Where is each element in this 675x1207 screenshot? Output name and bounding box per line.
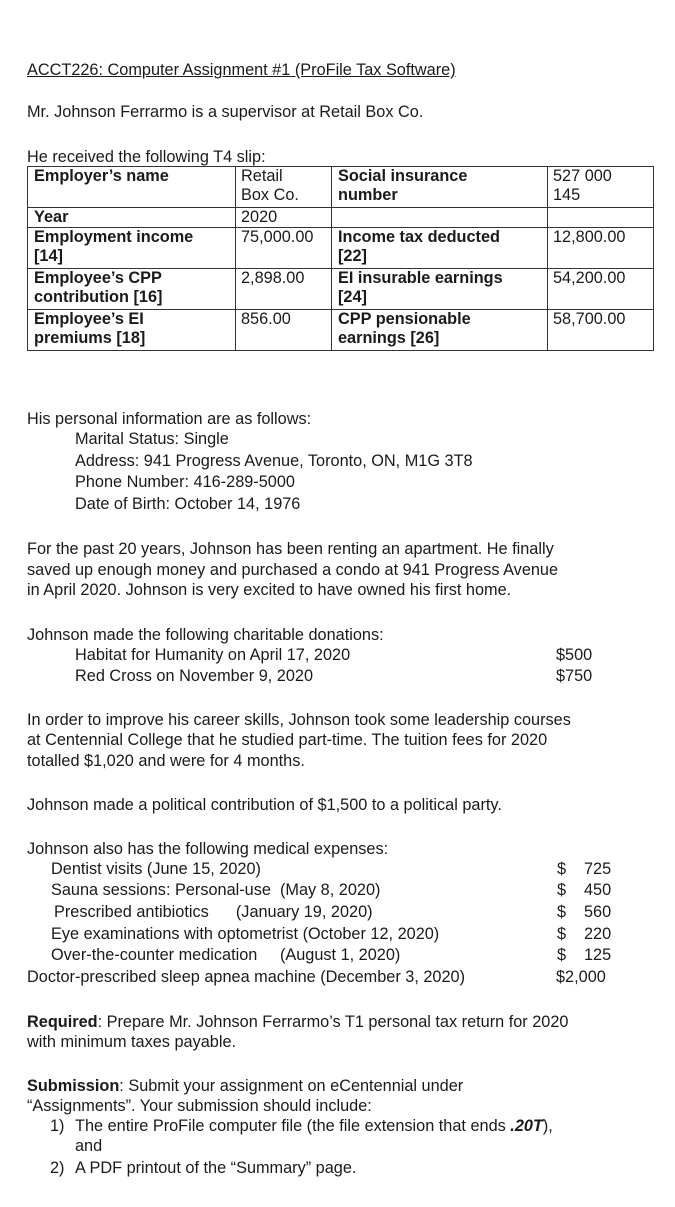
submission-item-cont: and: [75, 1137, 103, 1155]
t4-row: [28, 208, 654, 228]
t4-label-cell: [332, 228, 548, 269]
medical-intro: Johnson also has the following medical expenses:: [27, 840, 389, 858]
medical-desc: Prescribed antibiotics (January 19, 2020): [54, 903, 373, 921]
t4-label-line: Employment income: [34, 228, 194, 246]
political-text: Johnson made a political contribution of $1,500 to a political party.: [27, 796, 502, 814]
t4-label-line: CPP pensionable: [338, 310, 471, 328]
donation-amount: $750: [556, 667, 593, 685]
t4-value-line: 58,700.00: [553, 310, 626, 328]
t4-value-line: Retail: [241, 167, 283, 185]
t4-value-line: 54,200.00: [553, 269, 626, 287]
t4-label-line: Income tax deducted: [338, 228, 500, 246]
personal-address: Address: 941 Progress Avenue, Toronto, ON, M1G 3T8: [75, 452, 473, 470]
medical-desc: Dentist visits (June 15, 2020): [51, 860, 261, 878]
medical-currency: $: [557, 860, 567, 878]
t4-label-line: number: [338, 186, 398, 204]
t4-row: [28, 310, 654, 351]
t4-value-cell: [236, 208, 332, 228]
t4-label-cell: [332, 310, 548, 351]
t4-value-line: 856.00: [241, 310, 291, 328]
medical-currency: $: [557, 925, 567, 943]
intro-text: Mr. Johnson Ferrarmo is a supervisor at Retail Box Co.: [27, 103, 424, 121]
submission-item: [75, 1117, 553, 1136]
t4-label-line: earnings [26]: [338, 329, 440, 347]
t4-value-cell: [236, 269, 332, 310]
t4-label-line: [24]: [338, 288, 367, 306]
t4-label-line: Social insurance: [338, 167, 468, 185]
t4-label-line: premiums [18]: [34, 329, 146, 347]
t4-label-cell: [28, 228, 236, 269]
t4-slip-table: [27, 166, 654, 351]
medical-desc: Doctor-prescribed sleep apnea machine (December 3, 2020): [27, 968, 466, 986]
medical-desc: Over-the-counter medication (August 1, 2020): [51, 946, 401, 964]
file-extension: .20T: [510, 1117, 543, 1135]
medical-currency: $: [557, 946, 567, 964]
medical-desc: Sauna sessions: Personal-use (May 8, 2020): [51, 881, 381, 899]
t4-value-cell: [548, 269, 654, 310]
t4-label-line: [14]: [34, 247, 63, 265]
t4-value-line: 75,000.00: [241, 228, 314, 246]
submission-line: [27, 1077, 463, 1096]
submission-text: : Submit your assignment on eCentennial under: [119, 1077, 464, 1095]
submission-item-number: 1): [50, 1117, 65, 1135]
personal-marital: Marital Status: Single: [75, 430, 229, 448]
medical-amount: 125: [584, 946, 612, 964]
t4-label-cell: [28, 310, 236, 351]
t4-value-cell: [548, 228, 654, 269]
donation-desc: Red Cross on November 9, 2020: [75, 667, 314, 685]
submission-label: Submission: [27, 1077, 120, 1095]
condo-line: in April 2020. Johnson is very excited to have owned his first home.: [27, 581, 512, 599]
personal-dob: Date of Birth: October 14, 1976: [75, 495, 301, 513]
t4-value-line: 145: [553, 186, 581, 204]
t4-label-cell: [332, 208, 548, 228]
t4-value-cell: [236, 167, 332, 208]
medical-currency: $: [557, 903, 567, 921]
condo-line: saved up enough money and purchased a condo at 941 Progress Avenue: [27, 561, 559, 579]
donation-amount: $500: [556, 646, 593, 664]
medical-amount: $2,000: [556, 968, 606, 986]
t4-value-line: 2,898.00: [241, 269, 305, 287]
t4-label-line: contribution [16]: [34, 288, 163, 306]
t4-intro: He received the following T4 slip:: [27, 148, 266, 166]
required-text: : Prepare Mr. Johnson Ferrarmo’s T1 personal tax return for 2020: [97, 1013, 569, 1031]
t4-value-line: Box Co.: [241, 186, 299, 204]
t4-label-cell: [28, 269, 236, 310]
tuition-line: totalled $1,020 and were for 4 months.: [27, 752, 305, 770]
t4-label-cell: [332, 167, 548, 208]
required-line: [27, 1013, 568, 1032]
condo-line: For the past 20 years, Johnson has been renting an apartment. He finally: [27, 540, 554, 558]
medical-desc: Eye examinations with optometrist (October 12, 2020): [51, 925, 440, 943]
t4-value-cell: [548, 310, 654, 351]
medical-amount: 220: [584, 925, 612, 943]
t4-label-line: [22]: [338, 247, 367, 265]
t4-label-line: Employer’s name: [34, 167, 169, 185]
t4-label-cell: [28, 167, 236, 208]
submission-item-text: The entire ProFile computer file (the file extension that ends: [75, 1117, 511, 1135]
medical-amount: 725: [584, 860, 612, 878]
t4-row: [28, 167, 654, 208]
t4-label-line: EI insurable earnings: [338, 269, 503, 287]
tuition-line: at Centennial College that he studied part-time. The tuition fees for 2020: [27, 731, 548, 749]
t4-label-line: Year: [34, 208, 69, 226]
page-title: ACCT226: Computer Assignment #1 (ProFile Tax Software): [27, 61, 456, 79]
t4-value-cell: [236, 228, 332, 269]
personal-intro: His personal information are as follows:: [27, 410, 312, 428]
submission-item-number: 2): [50, 1159, 65, 1177]
tuition-line: In order to improve his career skills, Johnson took some leadership courses: [27, 711, 571, 729]
personal-phone: Phone Number: 416-289-5000: [75, 473, 295, 491]
t4-label-cell: [332, 269, 548, 310]
t4-value-cell: [236, 310, 332, 351]
submission-line-2: “Assignments”. Your submission should include:: [27, 1097, 372, 1115]
medical-amount: 450: [584, 881, 612, 899]
t4-value-line: 527 000: [553, 167, 612, 185]
t4-value-line: 12,800.00: [553, 228, 626, 246]
submission-item-text: A PDF printout of the “Summary” page.: [75, 1159, 357, 1177]
donations-intro: Johnson made the following charitable donations:: [27, 626, 384, 644]
required-label: Required: [27, 1013, 98, 1031]
t4-label-cell: [28, 208, 236, 228]
t4-value-cell: [548, 208, 654, 228]
t4-row: [28, 228, 654, 269]
medical-amount: 560: [584, 903, 612, 921]
t4-value-line: 2020: [241, 208, 278, 226]
t4-value-cell: [548, 167, 654, 208]
required-line-2: with minimum taxes payable.: [27, 1033, 237, 1051]
t4-label-line: Employee’s CPP: [34, 269, 162, 287]
donation-desc: Habitat for Humanity on April 17, 2020: [75, 646, 351, 664]
medical-currency: $: [557, 881, 567, 899]
t4-row: [28, 269, 654, 310]
submission-item-suffix: ),: [542, 1117, 553, 1135]
t4-label-line: Employee’s EI: [34, 310, 144, 328]
